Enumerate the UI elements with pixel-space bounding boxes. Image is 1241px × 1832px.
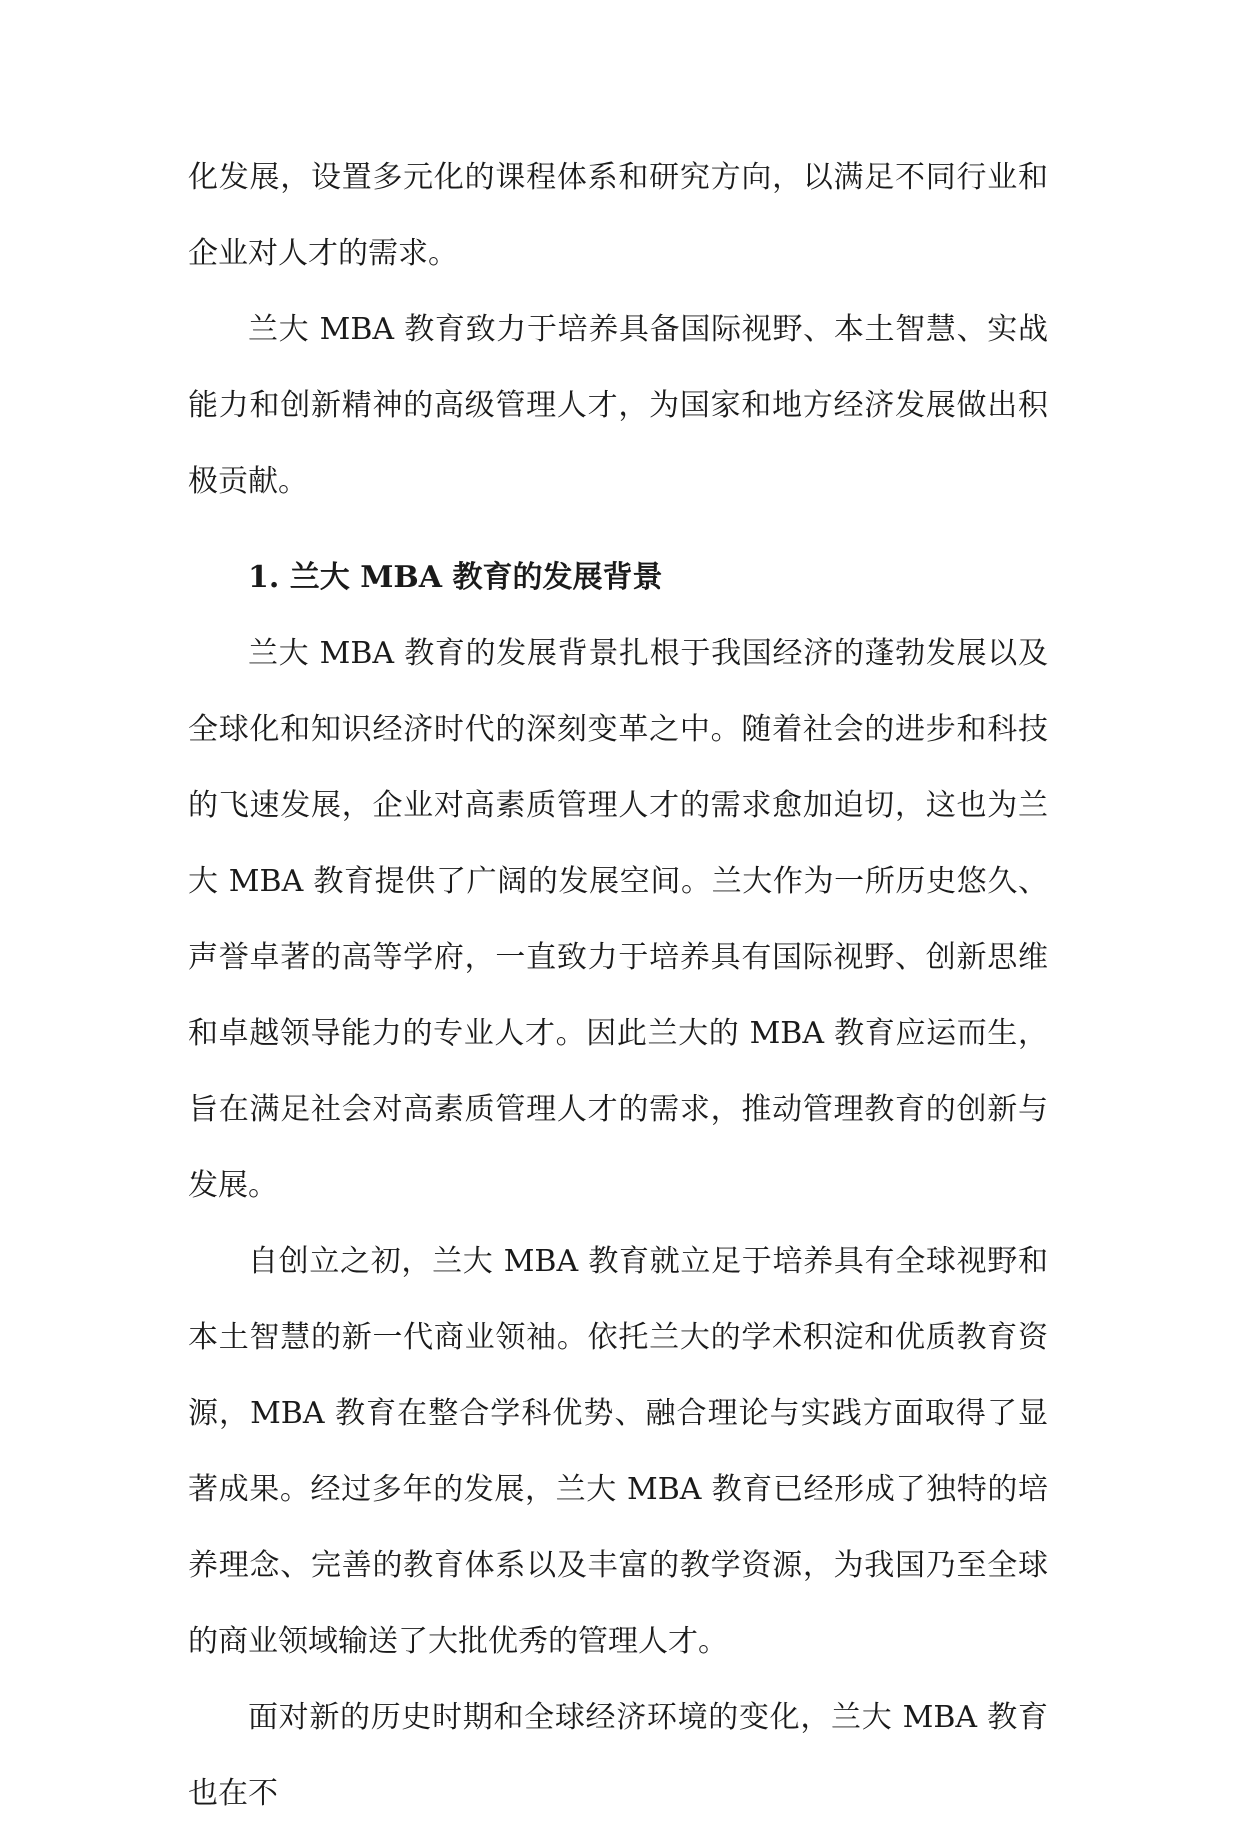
document-body bbox=[188, 140, 1048, 1832]
paragraph-mission: 兰大 MBA 教育致力于培养具备国际视野、本土智慧、实战能力和创新精神的高级管理人才，为国家和地方经济发展做出积极贡献。 bbox=[188, 312, 1048, 499]
paragraph-history: 自创立之初，兰大 MBA 教育就立足于培养具有全球视野和本土智慧的新一代商业领袖。依托兰大的学术积淀和优质教育资源，MBA 教育在整合学科优势、融合理论与实践方面取得了显著成果。经过多年的发展，兰大 MBA 教育已经形成了独特的培养理念、完善的教育体系以及丰富的教学资源，为我国乃至全球的商业领域输送了大批优秀的管理人才。 bbox=[188, 1244, 1048, 1659]
paragraph-future: 面对新的历史时期和全球经济环境的变化，兰大 MBA 教育也在不 bbox=[188, 1700, 1048, 1811]
paragraph-continuation: 化发展，设置多元化的课程体系和研究方向，以满足不同行业和企业对人才的需求。 bbox=[188, 160, 1048, 271]
section-heading: 1. 兰大 MBA 教育的发展背景 bbox=[248, 560, 663, 595]
paragraph-background: 兰大 MBA 教育的发展背景扎根于我国经济的蓬勃发展以及全球化和知识经济时代的深刻变革之中。随着社会的进步和科技的飞速发展，企业对高素质管理人才的需求愈加迫切，这也为兰大 MBA 教育提供了广阔的发展空间。兰大作为一所历史悠久、声誉卓著的高等学府，一直致力于培养具有国际视野、创新思维和卓越领导能力的专业人才。因此兰大的 MBA 教育应运而生，旨在满足社会对高素质管理人才的需求，推动管理教育的创新与发展。 bbox=[188, 636, 1048, 1203]
